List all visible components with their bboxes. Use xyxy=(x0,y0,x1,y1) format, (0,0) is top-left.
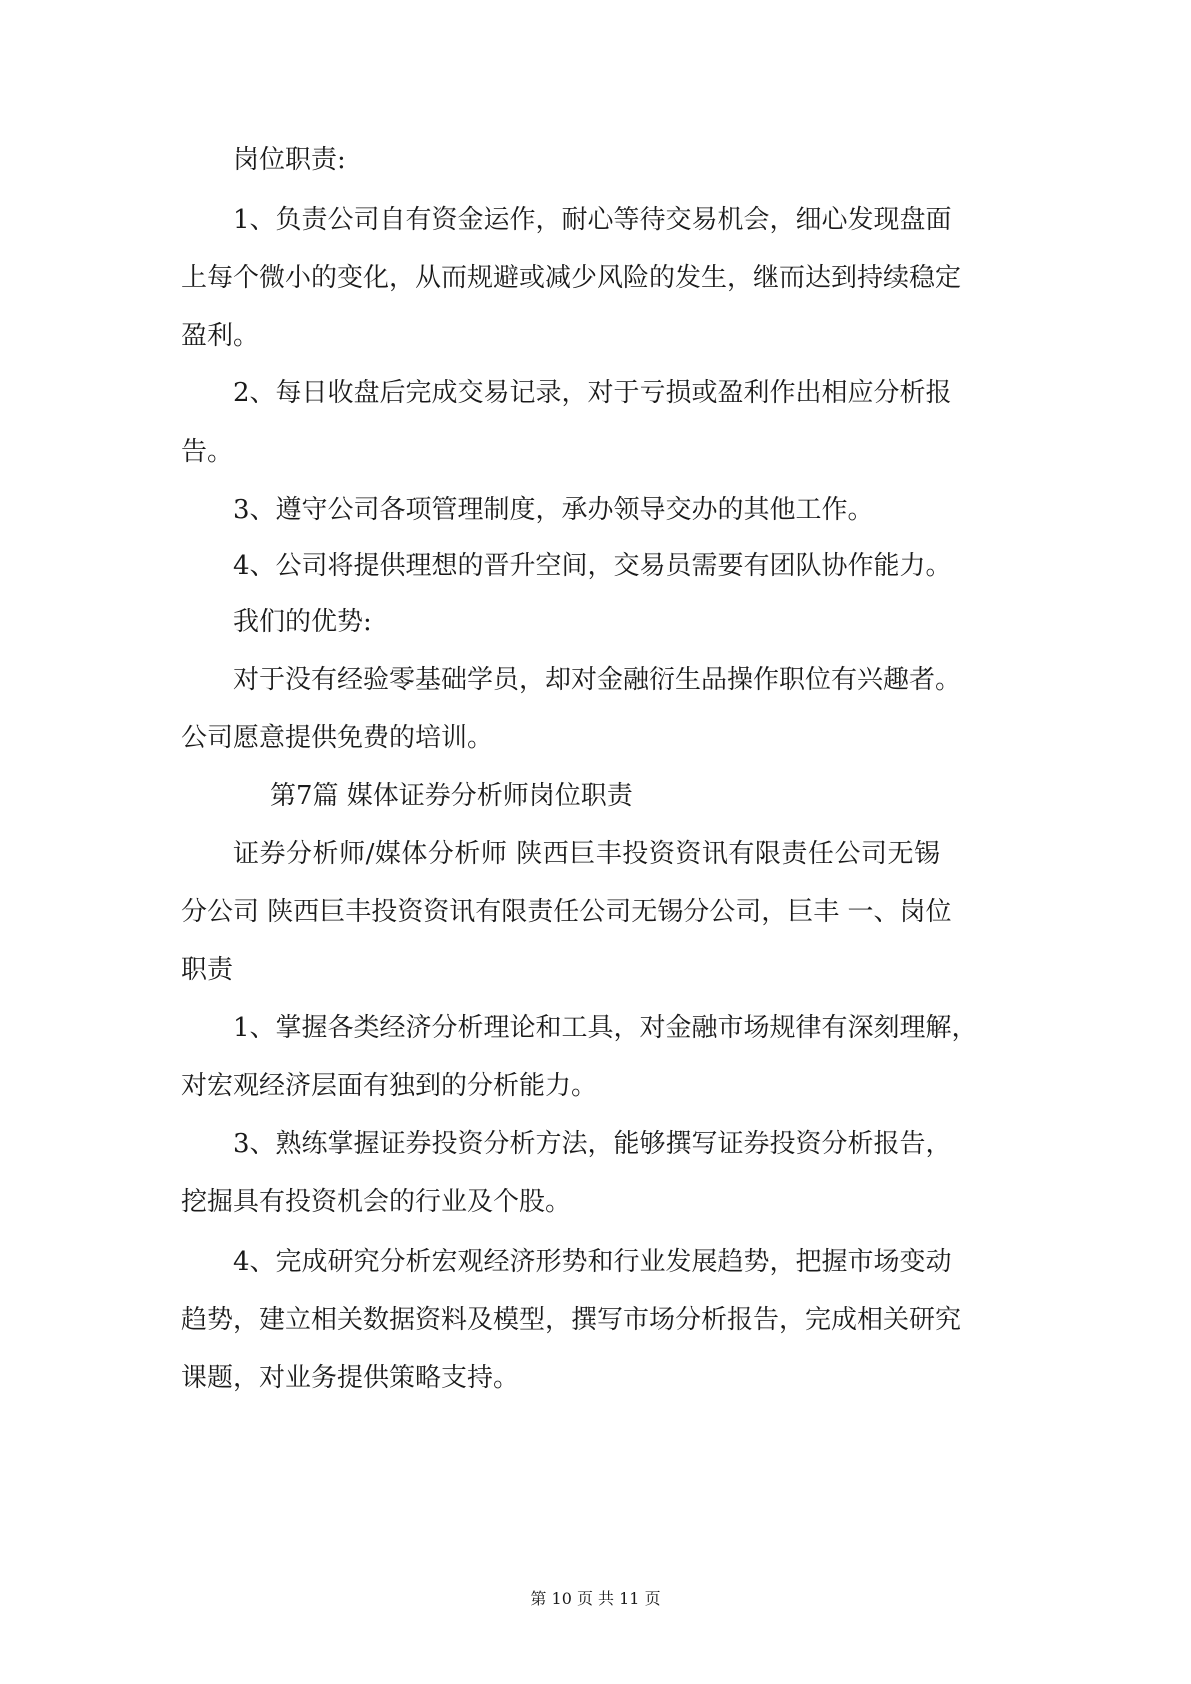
paragraph-line: 4、公司将提供理想的晋升空间，交易员需要有团队协作能力。 xyxy=(233,551,952,581)
paragraph-line: 4、完成研究分析宏观经济形势和行业发展趋势，把握市场变动 xyxy=(233,1247,952,1277)
paragraph-line: 盈利。 xyxy=(181,321,260,351)
paragraph-line: 3、遵守公司各项管理制度，承办领导交办的其他工作。 xyxy=(233,495,874,525)
heading-our-advantages: 我们的优势: xyxy=(233,607,372,637)
paragraph-line: 上每个微小的变化，从而规避或减少风险的发生，继而达到持续稳定 xyxy=(181,263,962,293)
paragraph-line: 告。 xyxy=(181,437,234,467)
paragraph-line: 2、每日收盘后完成交易记录，对于亏损或盈利作出相应分析报 xyxy=(233,378,952,408)
page-footer: 第 10 页 共 11 页 xyxy=(530,1589,661,1608)
paragraph-line: 1、负责公司自有资金运作，耐心等待交易机会，细心发现盘面 xyxy=(233,205,952,235)
paragraph-line: 分公司 陕西巨丰投资资讯有限责任公司无锡分公司，巨丰 一、岗位 xyxy=(181,897,952,927)
paragraph-line: 趋势，建立相关数据资料及模型，撰写市场分析报告，完成相关研究 xyxy=(181,1305,962,1335)
paragraph-line: 对于没有经验零基础学员，却对金融衍生品操作职位有兴趣者。 xyxy=(233,665,962,695)
paragraph-line: 3、熟练掌握证券投资分析方法，能够撰写证券投资分析报告， xyxy=(233,1129,952,1159)
section-title: 第7篇 媒体证券分析师岗位职责 xyxy=(270,781,633,811)
paragraph-line: 课题，对业务提供策略支持。 xyxy=(181,1363,520,1393)
paragraph-line: 对宏观经济层面有独到的分析能力。 xyxy=(181,1071,598,1101)
paragraph-line: 证券分析师/媒体分析师 陕西巨丰投资资讯有限责任公司无锡 xyxy=(233,839,940,869)
paragraph-line: 公司愿意提供免费的培训。 xyxy=(181,723,494,753)
paragraph-line: 职责 xyxy=(181,955,234,985)
heading-job-duties: 岗位职责: xyxy=(233,145,346,175)
paragraph-line: 挖掘具有投资机会的行业及个股。 xyxy=(181,1187,572,1217)
paragraph-line: 1、掌握各类经济分析理论和工具，对金融市场规律有深刻理解， xyxy=(233,1013,978,1043)
